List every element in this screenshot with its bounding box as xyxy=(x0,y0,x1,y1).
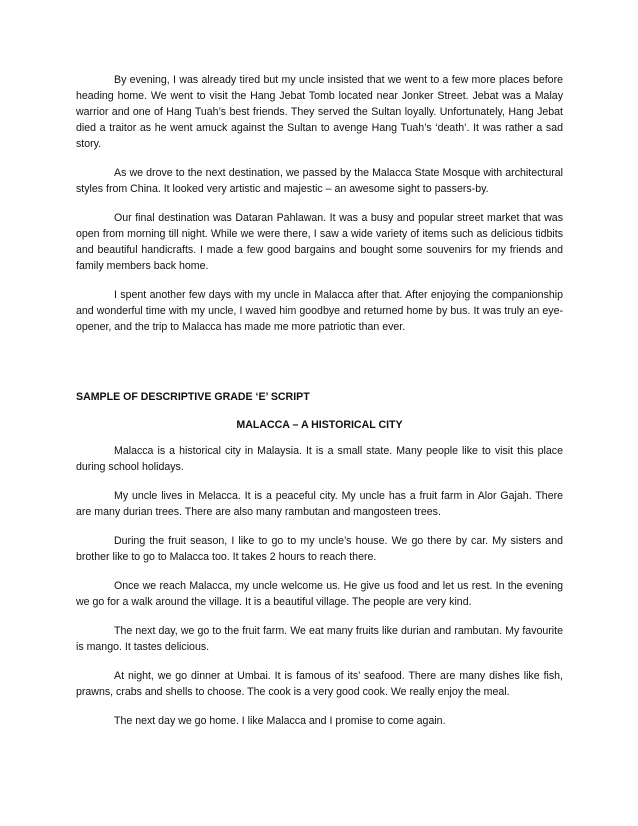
paragraph: During the fruit season, I like to go to my uncle’s house. We go there by car. My sisters and brother like to go to Malacca too. It takes 2 hours to reach there. xyxy=(76,535,563,563)
paragraph: The next day, we go to the fruit farm. We eat many fruits like durian and rambutan. My favourite is mango. It tastes delicious. xyxy=(76,625,563,653)
essay-title: MALACCA – A HISTORICAL CITY xyxy=(236,419,403,431)
paragraph: At night, we go dinner at Umbai. It is famous of its’ seafood. There are many dishes like fish, prawns, crabs and shells to choose. The cook is a very good cook. We really enjoy the meal. xyxy=(76,670,563,698)
paragraph: Malacca is a historical city in Malaysia. It is a small state. Many people like to visit this place during school holidays. xyxy=(76,445,563,473)
paragraph: By evening, I was already tired but my uncle insisted that we went to a few more places before heading home. We went to visit the Hang Jebat Tomb located near Jonker Street. Jebat was a Malay warrior and one of Hang Tuah’s best friends. They served the Sultan loyally. Unfortunately, Hang Jebat died a traitor as he went amuck against the Sultan to avenge Hang Tuah’s ‘death’. It was rather a sad story. xyxy=(76,74,563,150)
section-heading: SAMPLE OF DESCRIPTIVE GRADE ‘E’ SCRIPT xyxy=(76,391,310,403)
paragraph: The next day we go home. I like Malacca and I promise to come again. xyxy=(114,715,446,727)
page-content xyxy=(76,72,563,742)
paragraph: I spent another few days with my uncle in Malacca after that. After enjoying the companionship and wonderful time with my uncle, I waved him goodbye and returned home by bus. It was truly an eye-opener, and the trip to Malacca has made me more patriotic than ever. xyxy=(76,289,563,333)
paragraph: My uncle lives in Melacca. It is a peaceful city. My uncle has a fruit farm in Alor Gajah. There are many durian trees. There are also many rambutan and mangosteen trees. xyxy=(76,490,563,518)
paragraph: As we drove to the next destination, we passed by the Malacca State Mosque with architectural styles from China. It looked very artistic and majestic – an awesome sight to passers-by. xyxy=(76,167,563,195)
paragraph: Once we reach Malacca, my uncle welcome us. He give us food and let us rest. In the evening we go for a walk around the village. It is a beautiful village. The people are very kind. xyxy=(76,580,563,608)
paragraph: Our final destination was Dataran Pahlawan. It was a busy and popular street market that was open from morning till night. While we were there, I saw a wide variety of items such as delicious tidbits and beautiful handicrafts. I made a few good bargains and bought some souvenirs for my friends and family members back home. xyxy=(76,212,563,272)
